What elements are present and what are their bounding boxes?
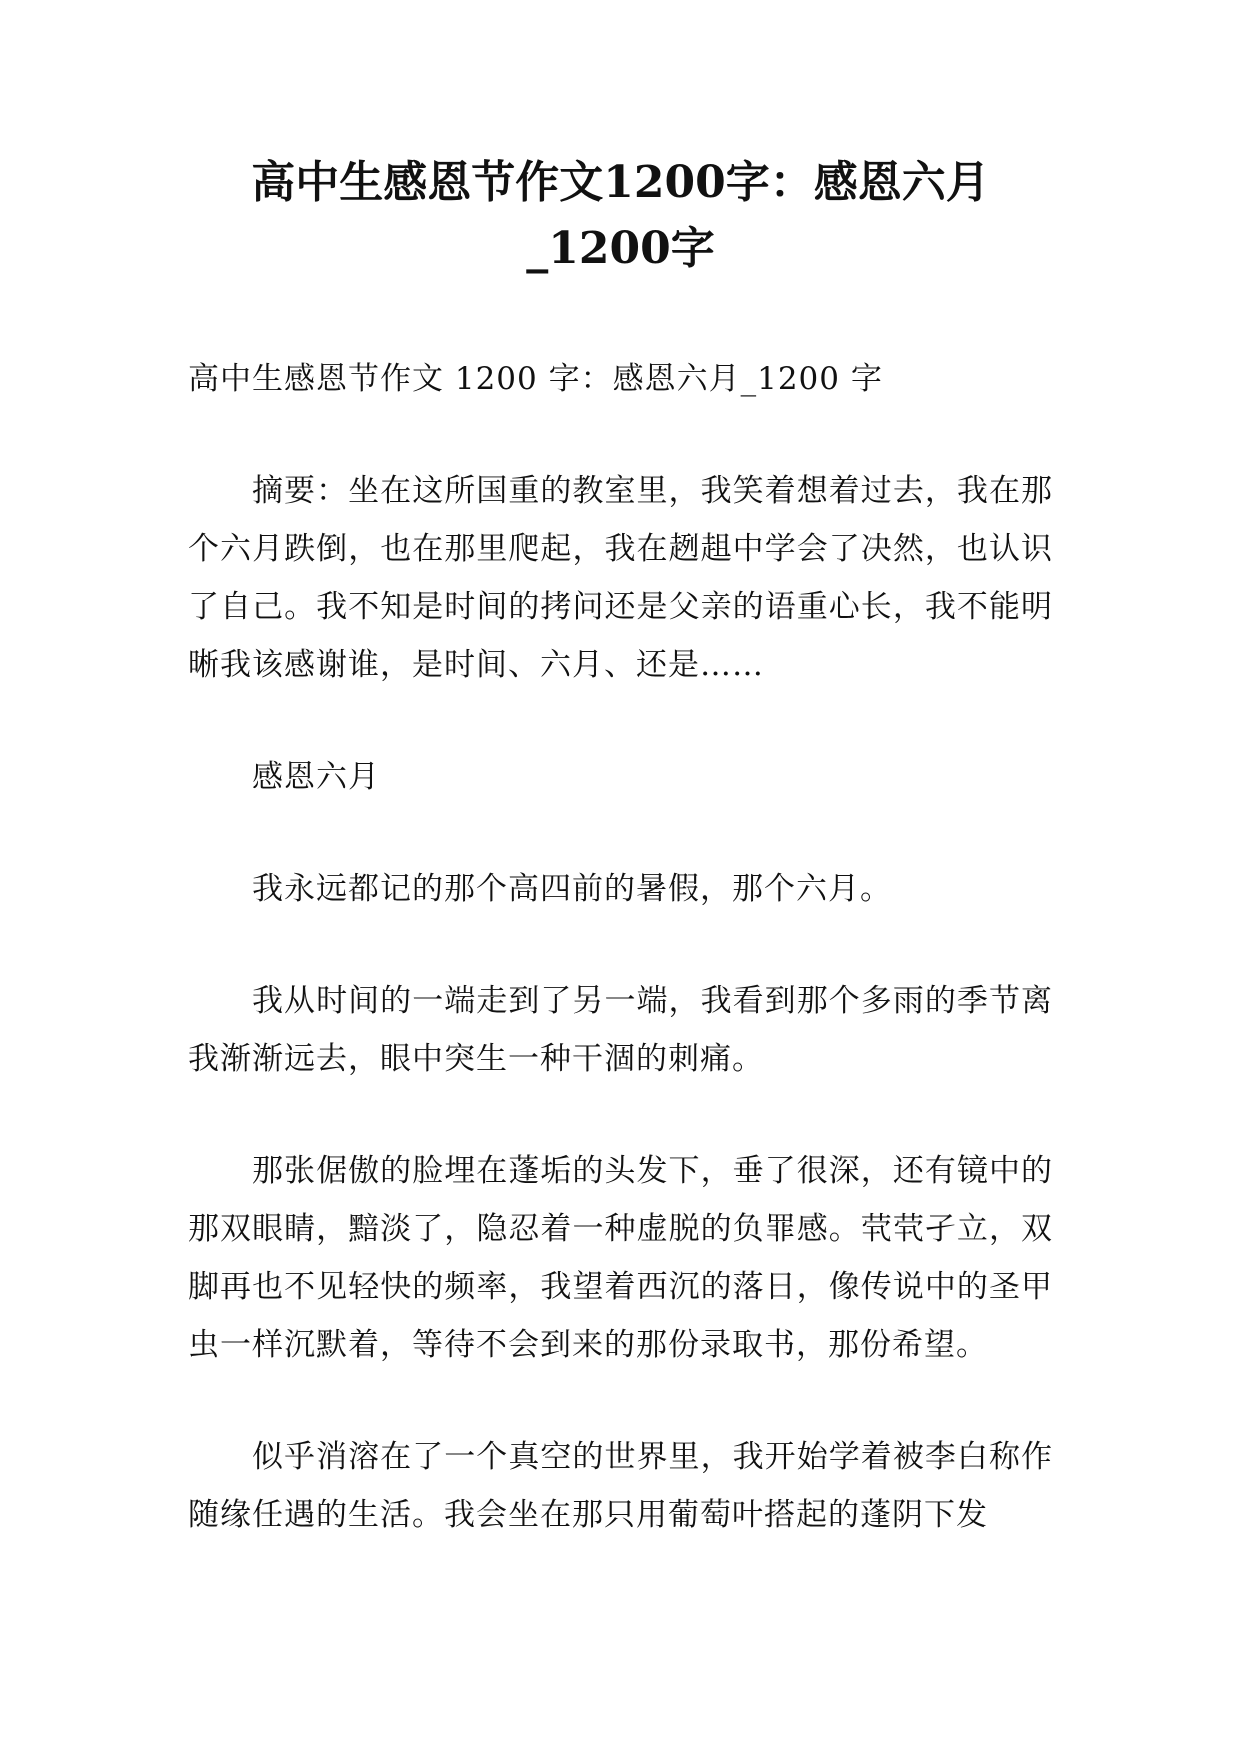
- section-heading: 感恩六月: [252, 759, 380, 795]
- body-paragraph: 那张倨傲的脸埋在蓬垢的头发下，垂了很深，还有镜中的那双眼睛，黯淡了，隐忍着一种虚脱的负罪感。茕茕孑立，双脚再也不见轻快的频率，我望着西沉的落日，像传说中的圣甲虫一样沉默着，等待不会到来的那份录取书，那份希望。: [188, 1153, 1053, 1363]
- document-body: [188, 350, 1053, 1598]
- abstract-paragraph: 摘要：坐在这所国重的教室里，我笑着想着过去，我在那个六月跌倒，也在那里爬起，我在趔趄中学会了决然，也认识了自己。我不知是时间的拷问还是父亲的语重心长，我不能明晰我该感谢谁，是时间、六月、还是……: [188, 473, 1053, 683]
- body-paragraph: 我从时间的一端走到了另一端，我看到那个多雨的季节离我渐渐远去，眼中突生一种干涸的刺痛。: [188, 983, 1053, 1077]
- document-subtitle: 高中生感恩节作文 1200 字：感恩六月_1200 字: [188, 361, 883, 397]
- body-paragraph: 似乎消溶在了一个真空的世界里，我开始学着被李白称作随缘任遇的生活。我会坐在那只用葡萄叶搭起的蓬阴下发: [188, 1439, 1053, 1533]
- document-title: 高中生感恩节作文1200字：感恩六月_1200字: [251, 157, 990, 274]
- body-paragraph: 我永远都记的那个高四前的暑假，那个六月。: [252, 871, 892, 907]
